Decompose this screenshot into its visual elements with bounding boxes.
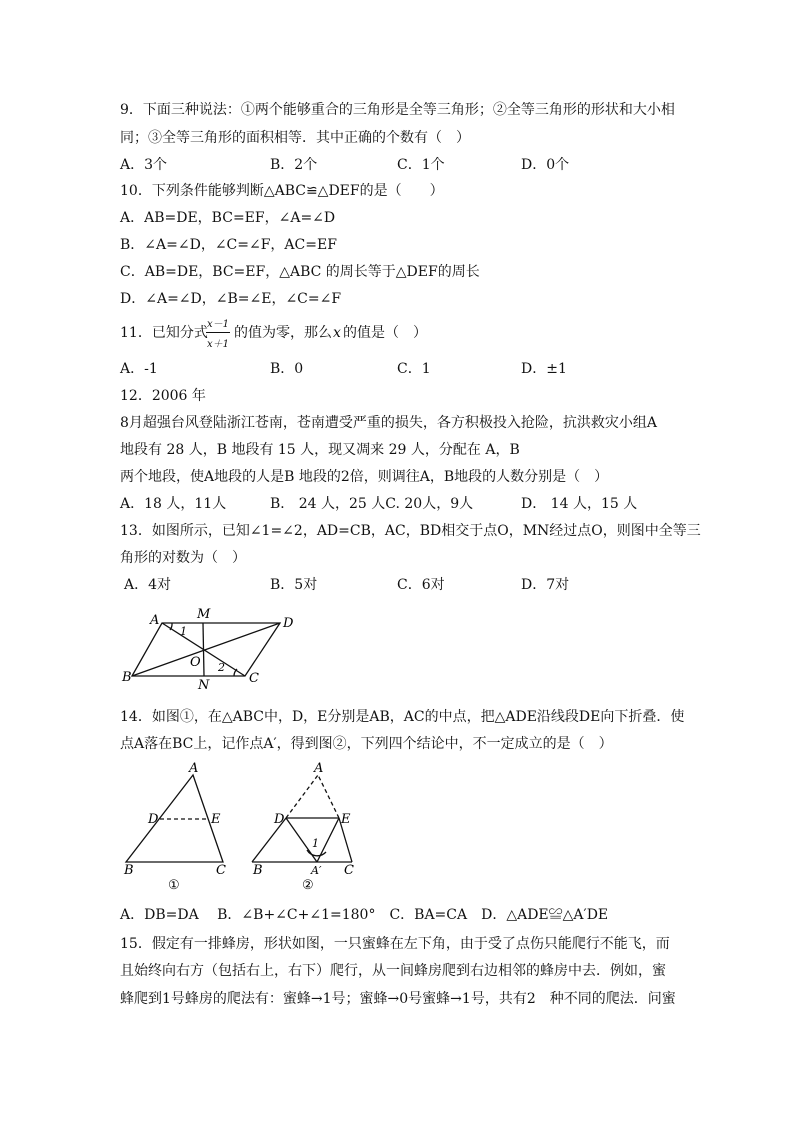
q12-option-d: D． 14 人，15 人 [521, 496, 638, 512]
label-c: C [249, 671, 259, 686]
q14-figure-1 [126, 775, 223, 862]
label-angle-1: 1 [180, 625, 187, 638]
q9-option-a: A．3个 [120, 157, 168, 173]
fig1-label-a: A [189, 761, 199, 776]
label-d: D [283, 616, 294, 631]
q12-line4: 两个地段，使A地段的人是B 地段的2倍，则调往A，B地段的人数分别是（ ） [120, 469, 609, 485]
fig2-label-e: E [341, 812, 351, 827]
q9-line1: 9．下面三种说法：①两个能够重合的三角形是全等三角形；②全等三角形的形状和大小相 [120, 102, 675, 118]
label-o: O [190, 655, 201, 670]
q11-option-a: A．-1 [120, 361, 158, 377]
q10-option-b: B．∠A=∠D，∠C=∠F，AC=EF [120, 237, 337, 253]
q13-line2: 角形的对数为（ ） [120, 550, 246, 566]
label-n: N [198, 678, 210, 693]
q13-option-c: C．6对 [397, 577, 445, 593]
fig1-label-e: E [211, 812, 221, 827]
q11-post2: 的值是（ ） [343, 325, 427, 341]
q9-option-b: B．2个 [270, 157, 318, 173]
q13-line1: 13．如图所示，已知∠1=∠2，AD=CB，AC，BD相交于点O，MN经过点O，则图中全等三 [120, 523, 701, 539]
fig2-caption: ② [302, 878, 314, 893]
q10-option-d: D．∠A=∠D，∠B=∠E，∠C=∠F [120, 291, 342, 307]
q12-line2: 8月超强台风登陆浙江苍南，苍南遭受严重的损失，各方积极投入抢险，抗洪救灾小组A [120, 415, 658, 431]
q11-option-b: B．0 [270, 361, 304, 377]
q15-line1: 15．假定有一排蜂房，形状如图，一只蜜蜂在左下角，由于受了点伤只能爬行不能飞，而 [120, 936, 670, 952]
fig1-label-c: C [216, 863, 226, 878]
q11-numerator: x－1 [206, 319, 229, 330]
q11-pre: 11．已知分式 [120, 325, 208, 341]
q15-line3: 蜂爬到1号蜂房的爬法有：蜜蜂→1号；蜜蜂→0号蜜蜂→1号，共有2 种不同的爬法．问蜜 [120, 991, 676, 1007]
q10-option-c: C．AB=DE，BC=EF，△ABC 的周长等于△DEF的周长 [120, 264, 480, 280]
q14-options: A．DB=DA B．∠B+∠C+∠1=180° C．BA=CA D．△ADE≌△A′DE [120, 907, 609, 923]
q9-line2: 同；③全等三角形的面积相等．其中正确的个数有（ ） [120, 130, 470, 146]
fig1-caption: ① [168, 878, 180, 893]
q15-line2: 且始终向右方（包括右上，右下）爬行，从一间蜂房爬到右边相邻的蜂房中去．例如，蜜 [120, 963, 666, 979]
q10-option-a: A．AB=DE，BC=EF，∠A=∠D [120, 210, 336, 226]
label-b: B [122, 670, 132, 685]
q12-option-a: A．18 人，11人 [120, 496, 227, 512]
fig2-label-c: C [344, 863, 354, 878]
q12-line3: 地段有 28 人，B 地段有 15 人，现又凋来 29 人，分配在 A，B [120, 442, 520, 458]
q11-variable: x [333, 325, 341, 341]
q13-option-a: A．4对 [124, 577, 172, 593]
q11-option-c: C．1 [397, 361, 431, 377]
q14-figure-2 [252, 775, 352, 862]
q14-line1: 14．如图①，在△ABC中，D，E分别是AB，AC的中点，把△ADE沿线段DE向下折叠．使 [120, 709, 685, 725]
q9-option-d: D．0个 [521, 157, 570, 173]
fig2-label-angle-1: 1 [312, 837, 319, 850]
fig1-label-b: B [124, 863, 134, 878]
label-angle-2: 2 [218, 661, 225, 674]
q13-option-d: D．7对 [521, 577, 570, 593]
fig2-label-b: B [253, 863, 263, 878]
q13-option-b: B．5对 [270, 577, 318, 593]
q10-stem: 10．下列条件能够判断△ABC≌△DEF的是（ ） [120, 183, 444, 199]
label-a: A [150, 613, 160, 628]
q12-line1: 12．2006 年 [120, 388, 206, 404]
q9-option-c: C．1个 [397, 157, 445, 173]
q11-post: 的值为零，那么 [234, 325, 332, 341]
fig2-label-d: D [274, 812, 285, 827]
q11-denominator: x＋1 [206, 339, 229, 350]
fig1-label-d: D [148, 812, 159, 827]
q11-option-d: D．±1 [521, 361, 567, 377]
fig2-label-a-prime: A′ [311, 864, 322, 877]
label-m: M [197, 607, 211, 622]
fig2-label-a: A [314, 761, 324, 776]
q12-option-bc: B． 24 人，25 人C. 20人，9人 [270, 496, 474, 512]
q14-line2: 点A落在BC上，记作点A′，得到图②，下列四个结论中，不一定成立的是（ ） [120, 736, 613, 752]
